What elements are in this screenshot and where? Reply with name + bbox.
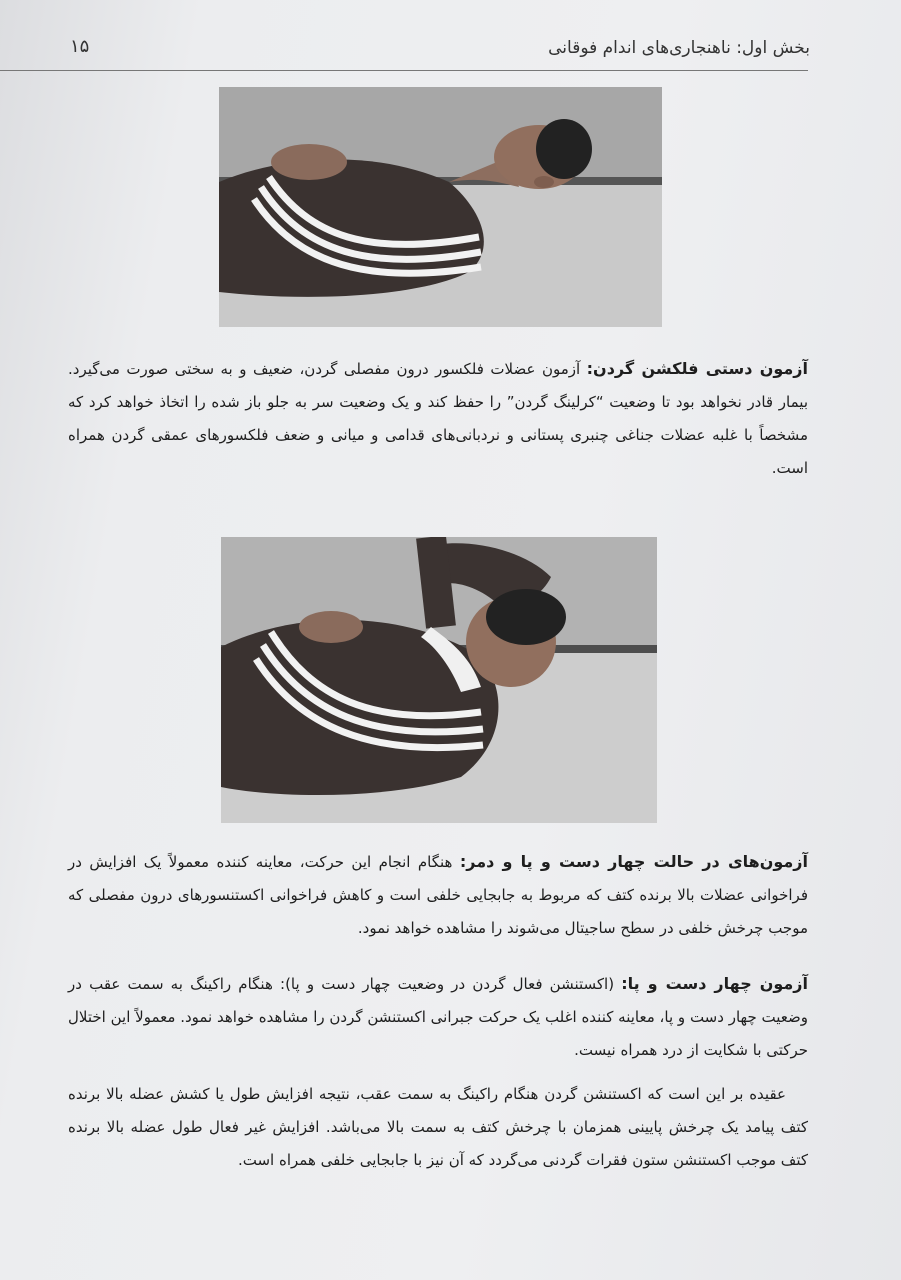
paragraph-quadruped-prone-tests: [68, 845, 808, 945]
photo-man-supine-head-lift-hands-behind-head-icon: [221, 537, 657, 823]
paragraph-text: هنگام انجام این حرکت، معاینه کننده معمولاً یک افزایش در فراخوانی عضلات بالا برنده کتف که مربوط به جابجایی خلفی است و کاهش فراخوانی اکستنسورهای درون مفصلی که موجب چرخش خلفی در سطح ساجیتال می‌شوند را مشاهده خواهد نمود.: [68, 853, 808, 937]
paragraph-neck-flexion-test: [68, 352, 808, 485]
paragraph-quadruped-test: [68, 967, 808, 1067]
term-neck-flexion-test: آزمون دستی فلکشن گردن:: [586, 359, 808, 378]
paragraph-text: آزمون عضلات فلکسور درون مفصلی گردن، ضعیف و به سختی صورت می‌گیرد. بیمار قادر نخواهد بود تا وضعیت “کرلینگ گردن” را حفظ کند و یک وضعیت سر به جلو باز شده را اتخاذ خواهد کرد که مشخصاً با غلبه عضلات جناغی چنبری پستانی و نردبانی‌های قدامی و میانی و ضعف فلکسورهای عمقی گردن همراه است.: [68, 360, 808, 477]
paragraph-levator-scapulae-explanation: [68, 1078, 808, 1177]
paragraph-text: عقیده بر این است که اکستنشن گردن هنگام راکینگ به سمت عقب، نتیجه افزایش طول یا کشش عضله بالا برنده کتف پیامد یک چرخش پایینی همزمان با چرخش کتف به سمت بالا می‌باشد. افزایش غیر فعال طول عضله بالا برنده کتف موجب اکستنشن ستون فقرات گردنی می‌گردد که آن نیز با جابجایی خلفی همراه است.: [68, 1085, 808, 1169]
figure-neck-flexion-photo: [219, 87, 662, 327]
page-number: ۱۵: [70, 36, 90, 57]
paragraph-text: (اکستنشن فعال گردن در وضعیت چهار دست و پا): هنگام راکینگ به سمت عقب در وضعیت چهار دست و پا، معاینه کننده اغلب یک حرکت جبرانی اکستنشن گردن را مشاهده خواهد نمود. معمولاً این اختلال حرکتی با شکایت از درد همراه نیست.: [68, 975, 808, 1059]
term-quadruped-prone-tests: آزمون‌های در حالت چهار دست و پا و دمر:: [459, 852, 808, 871]
term-quadruped-test: آزمون چهار دست و پا:: [621, 974, 808, 993]
figure-head-lift-photo: [221, 537, 657, 823]
chapter-title: بخش اول: ناهنجاری‌های اندام فوقانی: [548, 38, 810, 58]
header-divider: [0, 70, 808, 71]
photo-man-supine-neck-flexion-test-icon: [219, 87, 662, 327]
running-header: [60, 30, 810, 70]
